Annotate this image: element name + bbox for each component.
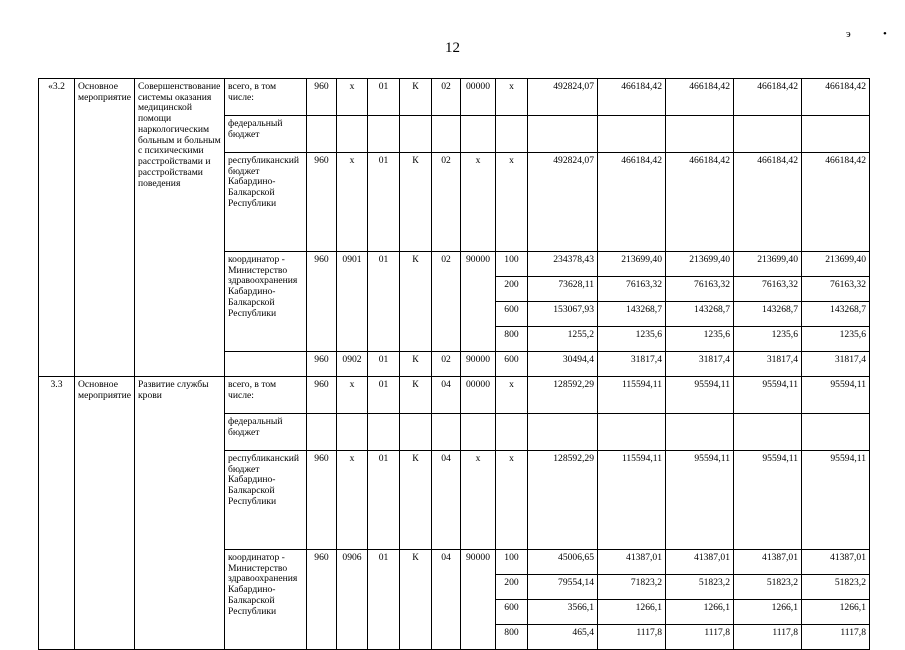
value-cell: 95594,11 [734,451,802,550]
value-cell: 31817,4 [598,352,666,377]
value-cell: 76163,32 [598,277,666,302]
cs3-cell: 90000 [461,352,496,377]
value-cell: 45006,65 [528,550,598,575]
value-cell: 153067,93 [528,302,598,327]
cs1-cell: К [400,377,432,414]
scan-mark: э [846,28,851,40]
vr-cell: х [496,377,528,414]
grbs-cell: 960 [307,352,337,377]
cs3-cell: 90000 [461,252,496,352]
value-cell: 234378,43 [528,252,598,277]
value-cell: 30494,4 [528,352,598,377]
cs2-cell: 04 [432,550,461,650]
vr-cell: х [496,153,528,252]
cs1-cell: К [400,451,432,550]
rz-cell: х [337,79,368,116]
value-cell: 79554,14 [528,575,598,600]
value-cell: 71823,2 [598,575,666,600]
value-cell: 213699,40 [734,252,802,277]
grbs-cell: 960 [307,252,337,352]
value-cell: 1266,1 [598,600,666,625]
item-number: 3.3 [39,377,75,650]
pr-cell: 01 [368,377,400,414]
value-cell: 41387,01 [802,550,870,575]
value-cell: 143268,7 [666,302,734,327]
cs1-cell: К [400,352,432,377]
cs2-cell: 02 [432,79,461,116]
funding-source: координатор - Министерство здравоохранения Кабардино-Балкарской Республики [225,252,307,352]
grbs-cell: 960 [307,550,337,650]
cs1-cell: К [400,79,432,116]
value-cell: 465,4 [528,625,598,650]
pr-cell: 01 [368,153,400,252]
value-cell: 76163,32 [734,277,802,302]
cs1-cell: К [400,153,432,252]
value-cell: 95594,11 [666,377,734,414]
vr-cell: 100 [496,252,528,277]
cs3-cell: 00000 [461,377,496,414]
value-cell: 95594,11 [734,377,802,414]
value-cell: 1266,1 [666,600,734,625]
value-cell: 1235,6 [666,327,734,352]
budget-table [38,78,870,650]
rz-cell: х [337,377,368,414]
cs2-cell: 02 [432,153,461,252]
value-cell: 143268,7 [734,302,802,327]
item-name: Развитие службы крови [135,377,225,650]
funding-source: федеральный бюджет [225,414,307,451]
cs3-cell: 00000 [461,79,496,116]
value-cell: 1117,8 [598,625,666,650]
value-cell: 31817,4 [734,352,802,377]
value-cell: 1235,6 [598,327,666,352]
value-cell: 128592,29 [528,451,598,550]
value-cell: 466184,42 [598,79,666,116]
vr-cell: х [496,451,528,550]
value-cell: 1117,8 [802,625,870,650]
cs2-cell: 02 [432,352,461,377]
value-cell: 143268,7 [802,302,870,327]
value-cell: 1117,8 [734,625,802,650]
value-cell: 95594,11 [802,451,870,550]
cs3-cell: 90000 [461,550,496,650]
value-cell: 466184,42 [598,153,666,252]
value-cell: 95594,11 [666,451,734,550]
value-cell: 213699,40 [666,252,734,277]
vr-cell: 600 [496,352,528,377]
scan-mark: • [883,28,887,40]
value-cell: 76163,32 [802,277,870,302]
page-number: 12 [445,40,460,56]
funding-source: всего, в том числе: [225,377,307,414]
value-cell: 492824,07 [528,79,598,116]
funding-source: федеральный бюджет [225,116,307,153]
value-cell: 213699,40 [802,252,870,277]
cs1-cell: К [400,550,432,650]
rz-cell: х [337,153,368,252]
vr-cell: 600 [496,302,528,327]
value-cell: 95594,11 [802,377,870,414]
rz-cell: 0906 [337,550,368,650]
value-cell: 3566,1 [528,600,598,625]
grbs-cell: 960 [307,79,337,116]
vr-cell: х [496,79,528,116]
value-cell: 466184,42 [802,153,870,252]
value-cell: 41387,01 [598,550,666,575]
value-cell: 466184,42 [734,153,802,252]
cs1-cell: К [400,252,432,352]
vr-cell: 200 [496,575,528,600]
pr-cell: 01 [368,352,400,377]
value-cell: 41387,01 [734,550,802,575]
pr-cell: 01 [368,79,400,116]
value-cell: 143268,7 [598,302,666,327]
value-cell: 31817,4 [666,352,734,377]
item-type: Основное мероприятие [75,377,135,650]
value-cell: 1255,2 [528,327,598,352]
value-cell: 41387,01 [666,550,734,575]
vr-cell: 800 [496,625,528,650]
cs2-cell: 04 [432,451,461,550]
grbs-cell: 960 [307,451,337,550]
item-name: Совершенствование системы оказания медицинской помощи наркологическим больным и больным с психическими расстройствами и расстройствами поведения [135,79,225,377]
rz-cell: 0901 [337,252,368,352]
value-cell: 492824,07 [528,153,598,252]
rz-cell: х [337,451,368,550]
value-cell: 1235,6 [734,327,802,352]
cs3-cell: х [461,153,496,252]
vr-cell: 200 [496,277,528,302]
funding-source [225,352,307,377]
vr-cell: 600 [496,600,528,625]
value-cell: 466184,42 [666,79,734,116]
value-cell: 51823,2 [734,575,802,600]
value-cell: 128592,29 [528,377,598,414]
pr-cell: 01 [368,252,400,352]
value-cell: 73628,11 [528,277,598,302]
cs3-cell: х [461,451,496,550]
item-type: Основное мероприятие [75,79,135,377]
funding-source: всего, в том числе: [225,79,307,116]
funding-source: координатор - Министерство здравоохранения Кабардино-Балкарской Республики [225,550,307,650]
value-cell: 51823,2 [666,575,734,600]
value-cell: 51823,2 [802,575,870,600]
value-cell: 31817,4 [802,352,870,377]
value-cell: 115594,11 [598,377,666,414]
vr-cell: 100 [496,550,528,575]
value-cell: 1117,8 [666,625,734,650]
grbs-cell: 960 [307,377,337,414]
table-row [39,79,870,116]
grbs-cell: 960 [307,153,337,252]
value-cell: 466184,42 [666,153,734,252]
pr-cell: 01 [368,451,400,550]
value-cell: 213699,40 [598,252,666,277]
item-number: «3.2 [39,79,75,377]
value-cell: 1235,6 [802,327,870,352]
value-cell: 466184,42 [734,79,802,116]
table-row [39,377,870,414]
value-cell: 1266,1 [734,600,802,625]
value-cell: 1266,1 [802,600,870,625]
rz-cell: 0902 [337,352,368,377]
cs2-cell: 04 [432,377,461,414]
value-cell: 115594,11 [598,451,666,550]
funding-source: республиканский бюджет Кабардино-Балкарской Республики [225,153,307,252]
pr-cell: 01 [368,550,400,650]
vr-cell: 800 [496,327,528,352]
value-cell: 76163,32 [666,277,734,302]
value-cell: 466184,42 [802,79,870,116]
cs2-cell: 02 [432,252,461,352]
funding-source: республиканский бюджет Кабардино-Балкарской Республики [225,451,307,550]
